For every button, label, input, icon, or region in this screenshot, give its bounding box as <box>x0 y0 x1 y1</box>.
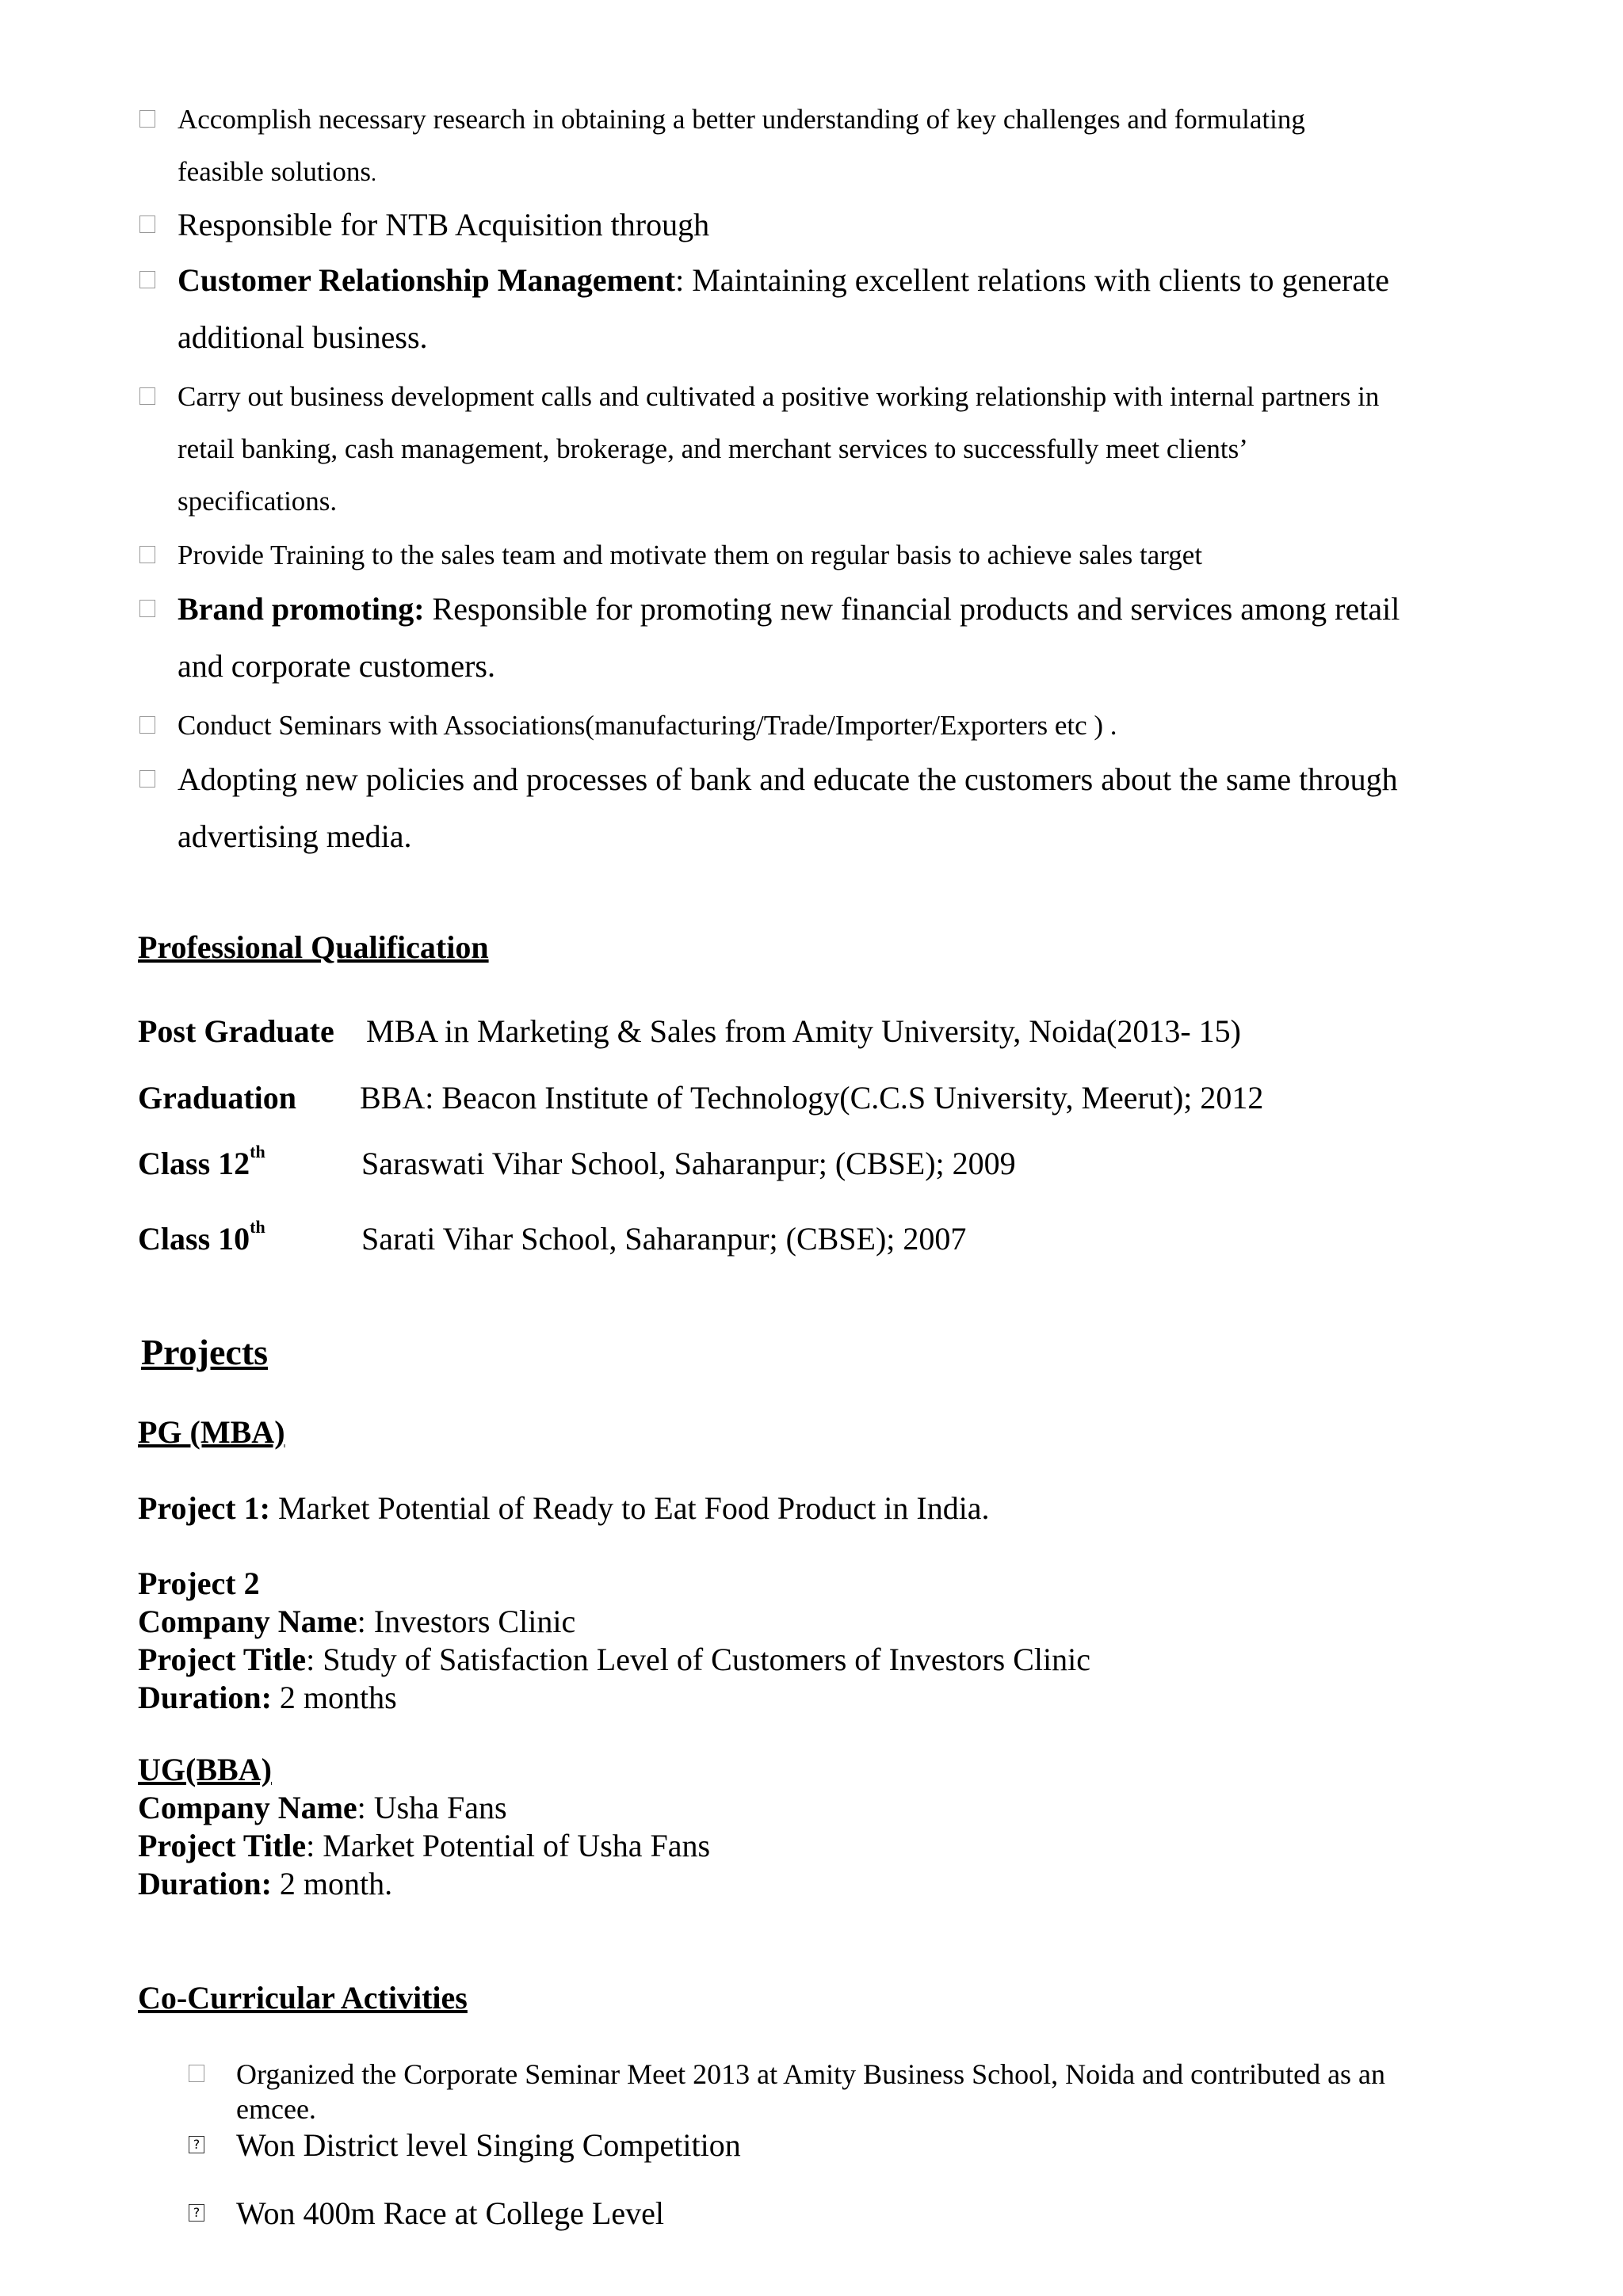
bullet-icon <box>139 770 155 788</box>
ug-project-duration: Duration: 2 month. <box>138 1866 393 1901</box>
bullet-text-cont: additional business. <box>178 319 428 355</box>
section-heading-projects: Projects <box>141 1332 269 1372</box>
bullet-icon <box>139 546 155 563</box>
bullet-icon <box>139 600 155 617</box>
missing-glyph-icon: ? <box>189 2204 204 2222</box>
bullet-icon <box>189 2065 204 2082</box>
qualification-value: MBA in Marketing & Sales from Amity University, Noida(2013- 15) <box>366 1013 1241 1049</box>
bullet-text-tail: . <box>371 162 376 186</box>
section-heading-activities: Co-Curricular Activities <box>138 1980 468 2016</box>
qualification-value: Saraswati Vihar School, Saharanpur; (CBSE); 2009 <box>361 1146 1016 1181</box>
activity-text-cont: emcee. <box>236 2093 316 2125</box>
project-1-label: Project 1: <box>138 1490 270 1526</box>
project-2-title: Project Title: Study of Satisfaction Level of Customers of Investors Clinic <box>138 1642 1091 1677</box>
qualification-label: Post Graduate <box>138 1013 334 1049</box>
bullet-text-cont: feasible solutions <box>178 156 371 187</box>
qualification-label: Graduation <box>138 1080 297 1116</box>
project-1-text: Market Potential of Ready to Eat Food Product in India. <box>269 1490 990 1526</box>
ug-project-title: Project Title: Market Potential of Usha Fans <box>138 1828 711 1863</box>
ug-project-company: Company Name: Usha Fans <box>138 1790 507 1825</box>
bullet-icon <box>139 215 155 233</box>
project-2-duration: Duration: 2 months <box>138 1680 397 1715</box>
bullet-icon <box>139 387 155 405</box>
missing-glyph-icon: ? <box>189 2136 204 2153</box>
bullet-text: Conduct Seminars with Associations(manufacturing/Trade/Importer/Exporters etc ) . <box>178 710 1117 741</box>
bullet-text-cont: specifications. <box>178 486 338 517</box>
section-heading-qualification: Professional Qualification <box>138 929 489 965</box>
bullet-icon <box>139 271 155 288</box>
bullet-text: : Maintaining excellent relations with clients to generate <box>675 262 1389 298</box>
bullet-text-cont: advertising media. <box>178 818 412 854</box>
qualification-sup: th <box>250 1142 265 1161</box>
bullet-text: Responsible for NTB Acquisition through <box>178 207 710 242</box>
bullet-text: Provide Training to the sales team and motivate them on regular basis to achieve sales target <box>178 540 1203 570</box>
bullet-icon <box>139 110 155 128</box>
projects-ug-heading: UG(BBA) <box>138 1752 272 1787</box>
bullet-bold-text: Brand promoting: <box>178 591 425 627</box>
bullet-text: Adopting new policies and processes of bank and educate the customers about the same through <box>178 761 1398 797</box>
bullet-text: Carry out business development calls and cultivated a positive working relationship with internal partners in <box>178 381 1380 412</box>
qualification-value: Sarati Vihar School, Saharanpur; (CBSE); 2007 <box>361 1221 967 1257</box>
bullet-icon <box>139 716 155 734</box>
projects-pg-heading: PG (MBA) <box>138 1414 285 1450</box>
bullet-text: Accomplish necessary research in obtaining a better understanding of key challenges and formulating <box>178 104 1305 135</box>
bullet-text-cont: retail banking, cash management, brokerage, and merchant services to successfully meet clients’ <box>178 433 1248 464</box>
project-1-line <box>138 1489 990 1527</box>
bullet-text-cont: and corporate customers. <box>178 648 495 684</box>
bullet-bold-text: Customer Relationship Management <box>178 262 676 298</box>
activity-text: Organized the Corporate Seminar Meet 2013 at Amity Business School, Noida and contributed as an <box>236 2058 1386 2090</box>
bullet-text: Responsible for promoting new financial products and services among retail <box>424 591 1400 627</box>
qualification-value: BBA: Beacon Institute of Technology(C.C.S University, Meerut); 2012 <box>360 1080 1264 1116</box>
qualification-label: Class 10 <box>138 1221 250 1257</box>
activity-text: Won District level Singing Competition <box>236 2127 741 2163</box>
activity-text: Won 400m Race at College Level <box>236 2195 664 2231</box>
qualification-label: Class 12 <box>138 1146 250 1181</box>
qualification-sup: th <box>250 1217 265 1237</box>
project-2-label: Project 2 <box>138 1566 260 1601</box>
project-2-company: Company Name: Investors Clinic <box>138 1604 576 1639</box>
